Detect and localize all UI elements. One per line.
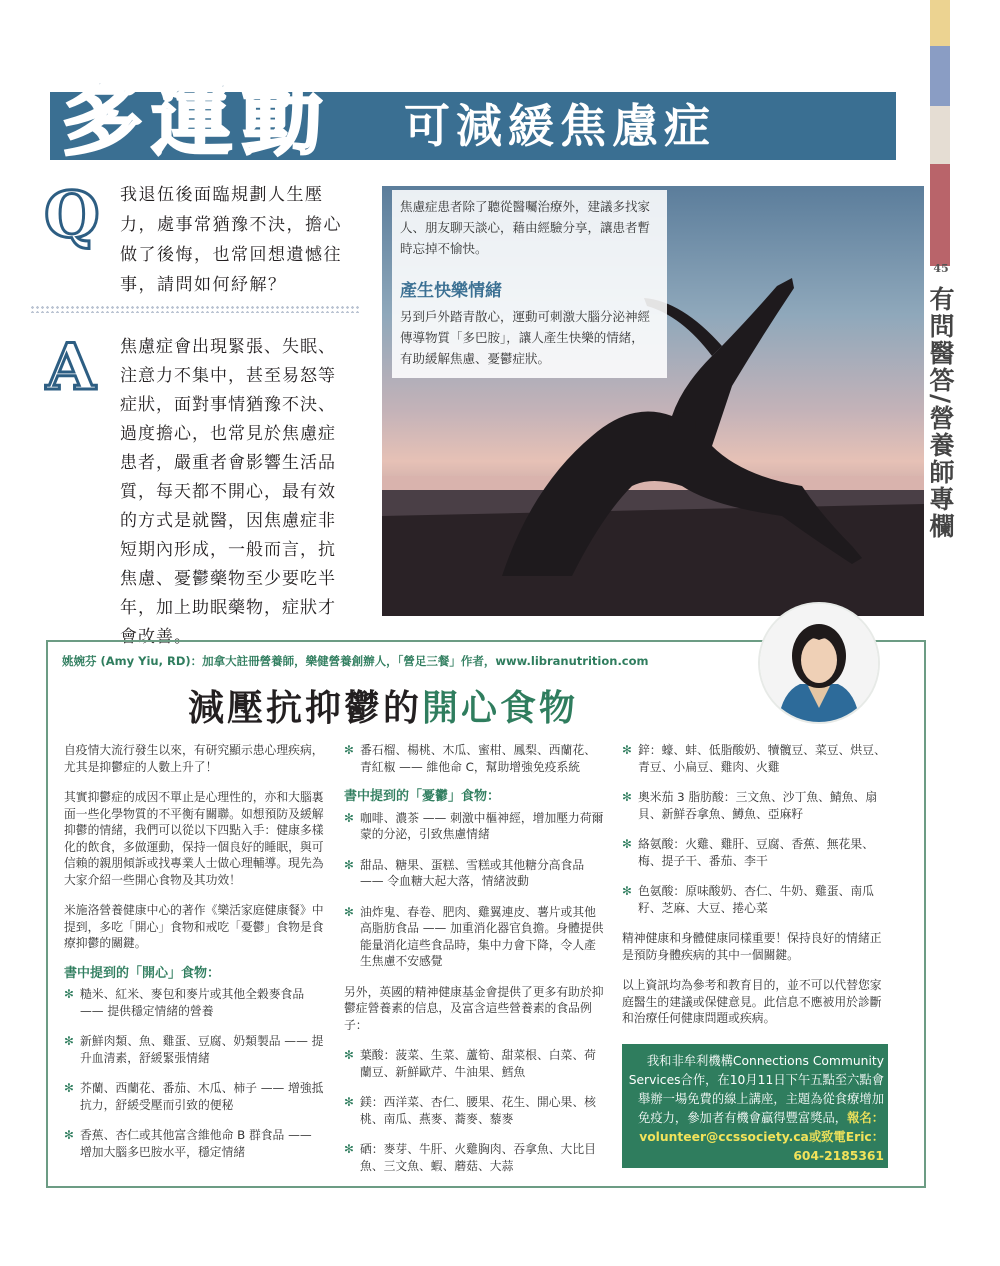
feature-title <box>188 680 578 731</box>
dotted-divider <box>30 305 360 313</box>
bullet-icon: ✻ <box>64 987 74 1001</box>
list-item: ✻ 鎂：西洋菜、杏仁、腰果、花生、開心果、核桃、南瓜、燕麥、蕎麥、藜麥 <box>344 1095 596 1126</box>
bullet-icon: ✻ <box>344 857 354 872</box>
list-item: ✻ 芥蘭、西蘭花、番茄、木瓜、柿子 —— 增強抵抗力，舒緩受壓而引致的便秘 <box>64 1081 324 1112</box>
photo-paragraph-2: 另到戶外踏青散心，運動可刺激大腦分泌神經傳導物質「多巴胺」，讓人產生快樂的情緒，有助緩解焦慮、憂鬱症狀。 <box>400 309 651 366</box>
section-heading-happy: 書中提到的「開心」食物： <box>64 965 221 981</box>
paragraph: 精神健康和身體健康同樣重要！保持良好的情緒正是預防身體疾病的其中一個關鍵。 <box>622 931 882 962</box>
list-item: ✻ 硒：麥芽、牛肝、火雞胸肉、吞拿魚、大比目魚、三文魚、蝦、蘑菇、大蒜 <box>344 1142 596 1173</box>
list-item: ✻ 油炸鬼、春卷、肥肉、雞翼連皮、薯片或其他高脂肪食品 —— 加重消化器官負擔。身體提供能量消化這些食品時，集中力會下降，令人產生焦慮不安感覺 <box>344 904 604 968</box>
answer-text: 焦慮症會出現緊張、失眠、注意力不集中，甚至易怒等症狀，面對事情猶豫不決、過度擔心，也常見於焦慮症患者，嚴重者會影響生活品質，每天都不開心，最有效的方式是就醫，因焦慮症非短期內形成，一般而言，抗焦慮、憂鬱藥物至少要吃半年，加上助眠藥物，症狀才會改善。 <box>120 337 336 647</box>
paragraph: 以上資訊均為參考和教育目的，並不可以代替您家庭醫生的建議或保健意見。此信息不應被用於診斷和治療任何健康問題或疾病。 <box>622 978 882 1025</box>
bullet-icon: ✻ <box>344 1048 354 1062</box>
column-2 <box>344 742 606 1188</box>
avatar <box>760 604 878 722</box>
a-letter: A <box>46 330 96 405</box>
bullet-icon: ✻ <box>622 790 632 804</box>
bullet-icon: ✻ <box>344 743 354 757</box>
bullet-icon: ✻ <box>344 904 354 919</box>
list-item: ✻ 糙米、紅米、麥包和麥片或其他全穀麥食品 —— 提供穩定情緒的營養 <box>64 987 305 1018</box>
section-heading-sad: 書中提到的「憂鬱」食物： <box>344 789 501 804</box>
bullet-icon: ✻ <box>622 837 632 851</box>
list-item: ✻ 番石榴、楊桃、木瓜、蜜柑、鳳梨、西蘭花、青紅椒 —— 維他命 C，幫助增強免疫系統 <box>344 743 596 774</box>
list-item: ✻ 色氨酸：原味酸奶、杏仁、牛奶、雞蛋、南瓜籽、芝麻、大豆、捲心菜 <box>622 884 874 915</box>
feature-title-green: 開心食物 <box>422 688 579 729</box>
bullet-icon: ✻ <box>344 810 354 825</box>
question-text: 我退伍後面臨規劃人生壓力，處事常猶豫不決，擔心做了後悔，也常回想遺憾往事，請問如何紓解？ <box>120 185 342 295</box>
paragraph: 另外，英國的精神健康基金會提供了更多有助於抑鬱症營養素的信息，及富含這些營養素的食品例子： <box>344 984 604 1032</box>
paragraph: 自疫情大流行發生以來，有研究顯示患心理疾病，尤其是抑鬱症的人數上升了！ <box>64 743 324 774</box>
bullet-icon: ✻ <box>622 743 632 757</box>
side-tab-yellow <box>930 0 950 46</box>
photo-heading: 產生快樂情緒 <box>400 281 502 301</box>
column-1 <box>64 742 324 1174</box>
bullet-icon: ✻ <box>622 884 632 898</box>
bullet-icon: ✻ <box>64 1081 74 1095</box>
promo-text: 我和非牟利機構Connections Community Services合作，在10月11日下午五點至六點會舉辦一場免費的線上講座，主題為從食療增加免疫力，參加者有機會贏得豐富獎品，報名：volunteer@ccssociety.ca或致電Eric：604-2185361 <box>628 1054 884 1163</box>
list-item: ✻ 香蕉、杏仁或其他富含維他命 B 群食品 —— 增加大腦多巴胺水平，穩定情緒 <box>64 1128 312 1159</box>
page-number: 45 <box>933 262 949 275</box>
side-tab-beige <box>930 106 950 164</box>
paragraph: 其實抑鬱症的成因不單止是心理性的，亦和大腦裏面一些化學物質的不平衡有關聯。如想預防及緩解抑鬱的情緒，我們可以從以下四點入手：健康多樣化的飲食，多做運動，保持一個良好的睡眠，與可信賴的親朋傾訴或找專業人士做心理輔導。現先為大家介紹一些開心食物及其功效！ <box>64 790 324 887</box>
author-portrait <box>760 604 878 722</box>
photo-paragraph-1: 焦慮症患者除了聽從醫囑治療外，建議多找家人、朋友聊天談心，藉由經驗分享，讓患者暫時忘掉不愉快。 <box>400 199 651 256</box>
list-item: ✻ 絡氨酸：火雞、雞肝、豆腐、香蕉、無花果、梅、提子干、番茄、李干 <box>622 837 874 868</box>
feature-title-black: 減壓抗抑鬱的 <box>188 688 423 729</box>
side-tab-blue <box>930 46 950 106</box>
list-item: ✻ 咖啡、濃茶 —— 刺激中樞神經，增加壓力荷爾蒙的分泌，引致焦慮情緒 <box>344 810 604 841</box>
list-item: ✻ 鋅：蠔、蚌、低脂酸奶、犢髖豆、菜豆、烘豆、青豆、小扁豆、雞肉、火雞 <box>622 743 886 774</box>
bullet-icon: ✻ <box>64 1128 74 1142</box>
bullet-icon: ✻ <box>344 1095 354 1109</box>
q-letter: Q <box>44 178 100 253</box>
headline-main: 多運動 <box>62 73 332 166</box>
list-item: ✻ 甜品、糖果、蛋糕、雪糕或其他糖分高食品 —— 令血糖大起大落，情緒波動 <box>344 857 585 888</box>
headline-sub: 可減緩焦慮症 <box>404 99 716 153</box>
list-item: ✻ 新鮮肉類、魚、雞蛋、豆腐、奶類製品 —— 提升血清素，舒緩緊張情緒 <box>64 1034 324 1065</box>
promo-contact[interactable]: 報名：volunteer@ccssociety.ca或致電Eric：604-2185361 <box>639 1111 884 1163</box>
column-title: 有問醫答/營養師專欄 <box>926 286 955 541</box>
list-item: ✻ 奧米茄 3 脂肪酸：三文魚、沙丁魚、鯖魚、扇貝、新鮮吞拿魚、鱒魚、亞麻籽 <box>622 790 878 821</box>
author-line: 姚婉芬 (Amy Yiu, RD)：加拿大註冊營養師，樂健營養創辦人，「營足三餐」作者，www.libranutrition.com <box>62 654 649 668</box>
side-tab-red <box>930 164 950 266</box>
bullet-icon: ✻ <box>64 1034 74 1048</box>
list-item: ✻ 葉酸：菠菜、生菜、蘆筍、甜菜根、白菜、荷蘭豆、新鮮歐芹、牛油果、鱈魚 <box>344 1048 596 1079</box>
bullet-icon: ✻ <box>344 1142 354 1156</box>
paragraph: 米施洛營養健康中心的著作《樂活家庭健康餐》中提到，多吃「開心」食物和戒吃「憂鬱」食物是食療抑鬱的關鍵。 <box>64 903 324 950</box>
column-3 <box>622 742 886 1041</box>
